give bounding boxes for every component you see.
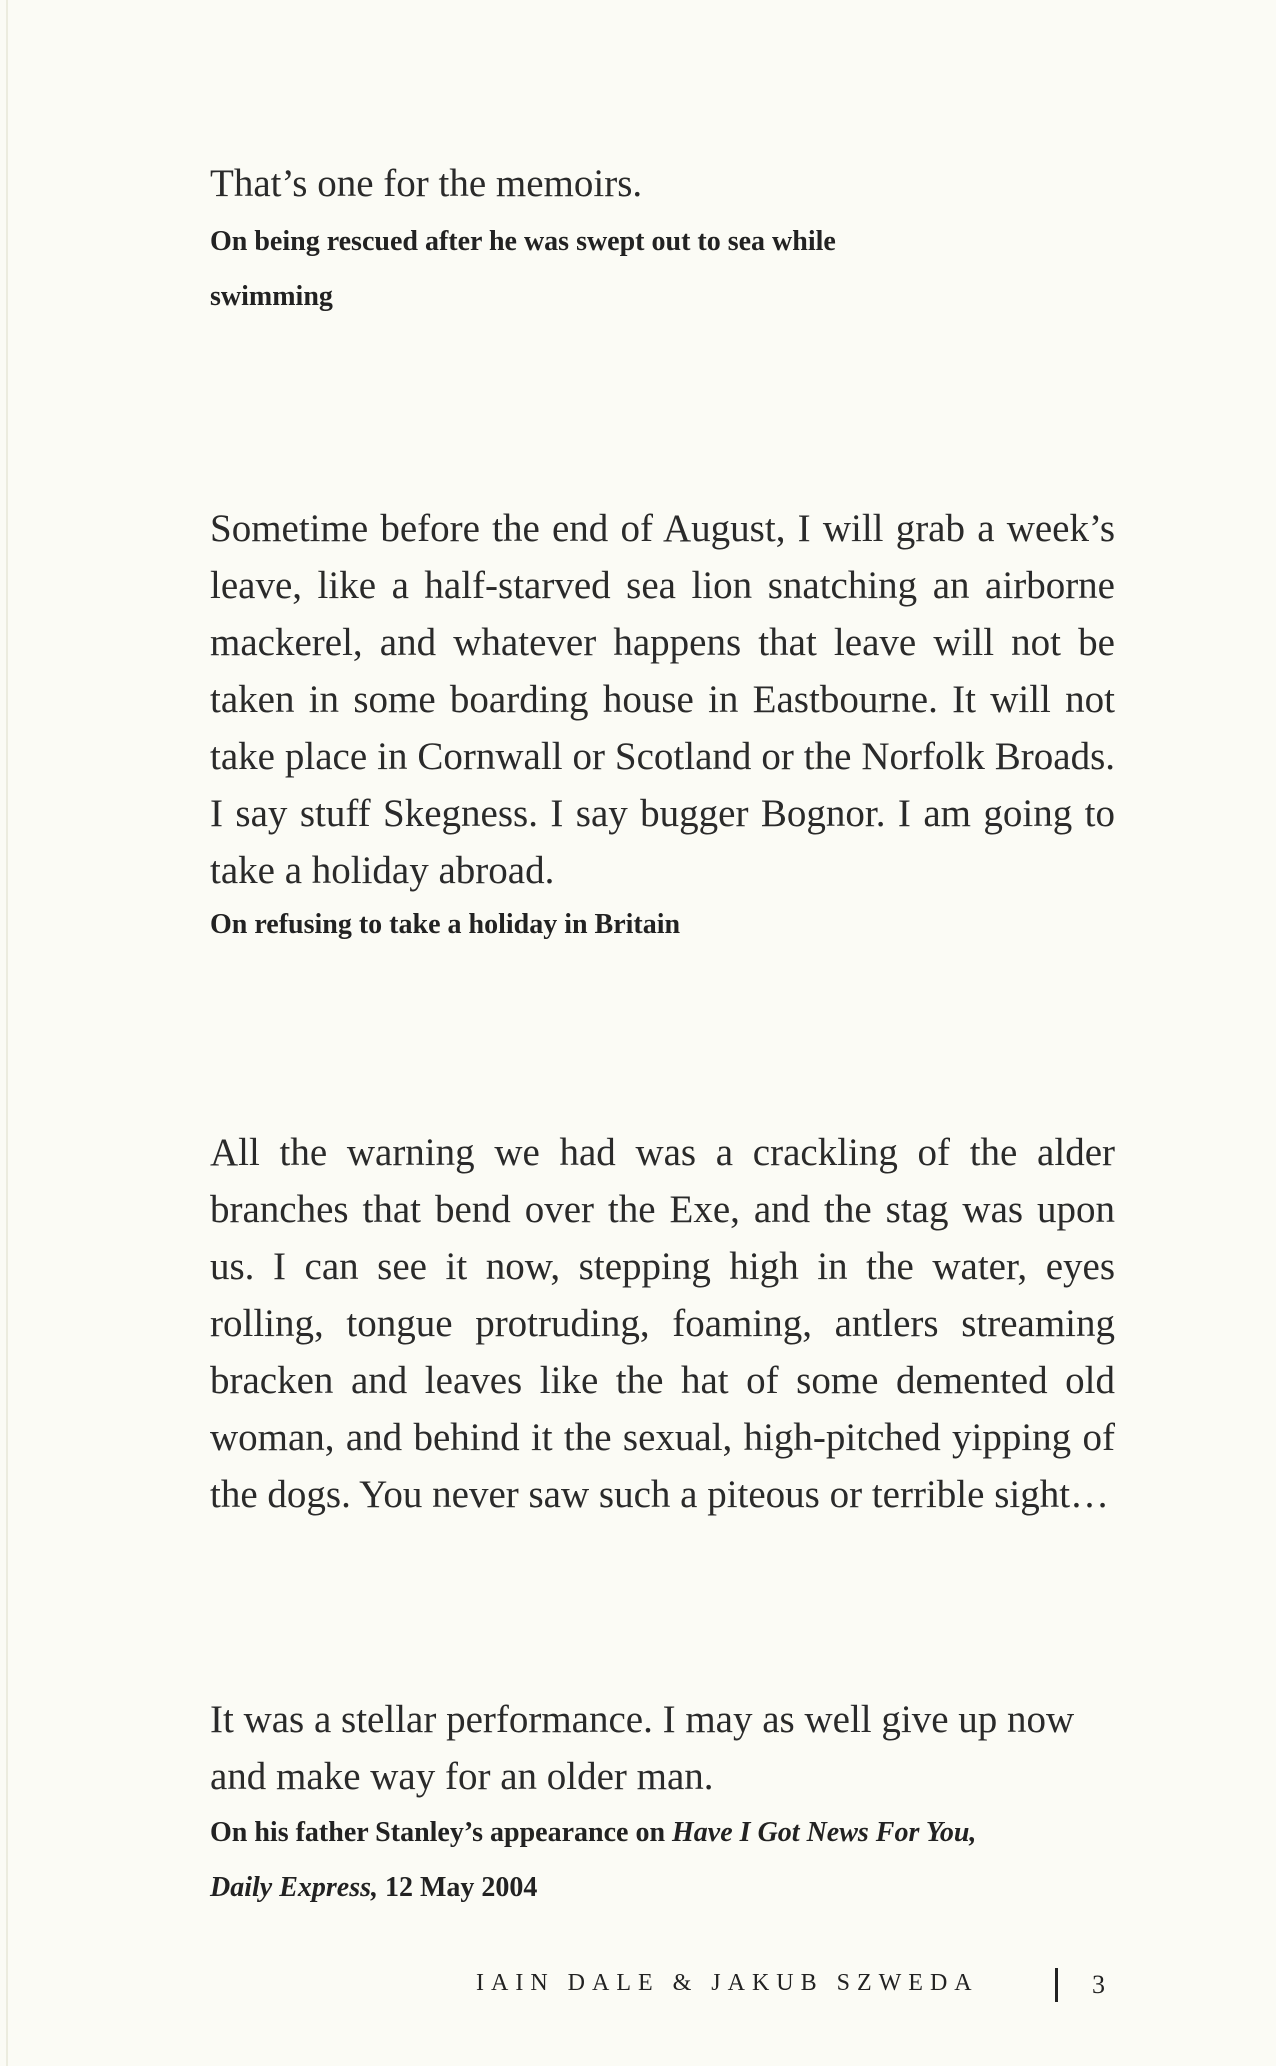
quote-stag: All the warning we had was a crackling of the alder branches that bend over the Exe, and the stag was upon us. I can see it now, stepping high in the water, eyes rolling, tongue protruding, foaming, antlers streaming bracken and leaves like the hat of some demented old woman, and behind it the sexual, high-pitched yipping of the dogs. You never saw such a piteous or terrible sight… <box>210 1131 1115 1516</box>
show-title: Have I Got News For You, <box>672 1817 977 1848</box>
newspaper-title: Daily Express, <box>210 1872 378 1903</box>
page-footer <box>470 1968 1110 2008</box>
attribution-holiday: On refusing to take a holiday in Britain <box>210 909 681 940</box>
attribution-date: 12 May 2004 <box>378 1872 538 1903</box>
attribution-father-stanley <box>210 1805 1110 1915</box>
page-edge-shadow <box>6 0 8 2066</box>
quote-holiday-abroad: Sometime before the end of August, I will grab a week’s leave, like a half-starved sea lion snatching an airborne mackerel, and whatever happens that leave will not be taken in some boarding house in Eastbourne. It will not take place in Cornwall or Scotland or the Norfolk Broads. I say stuff Skegness. I say bugger Bognor. I am going to take a holiday abroad. <box>210 507 1115 892</box>
footer-divider <box>1055 1968 1058 2002</box>
quote-stellar-performance: It was a stellar performance. I may as well give up now and make way for an older man. <box>210 1698 1075 1798</box>
attribution-rescued: On being rescued after he was swept out to sea while swimming <box>210 226 836 312</box>
attribution-prefix: On his father Stanley’s appearance on <box>210 1817 673 1848</box>
footer-authors: IAIN DALE & JAKUB SZWEDA <box>476 1970 979 1996</box>
quote-memoirs: That’s one for the memoirs. <box>210 162 643 205</box>
page-number: 3 <box>1092 1970 1105 1999</box>
